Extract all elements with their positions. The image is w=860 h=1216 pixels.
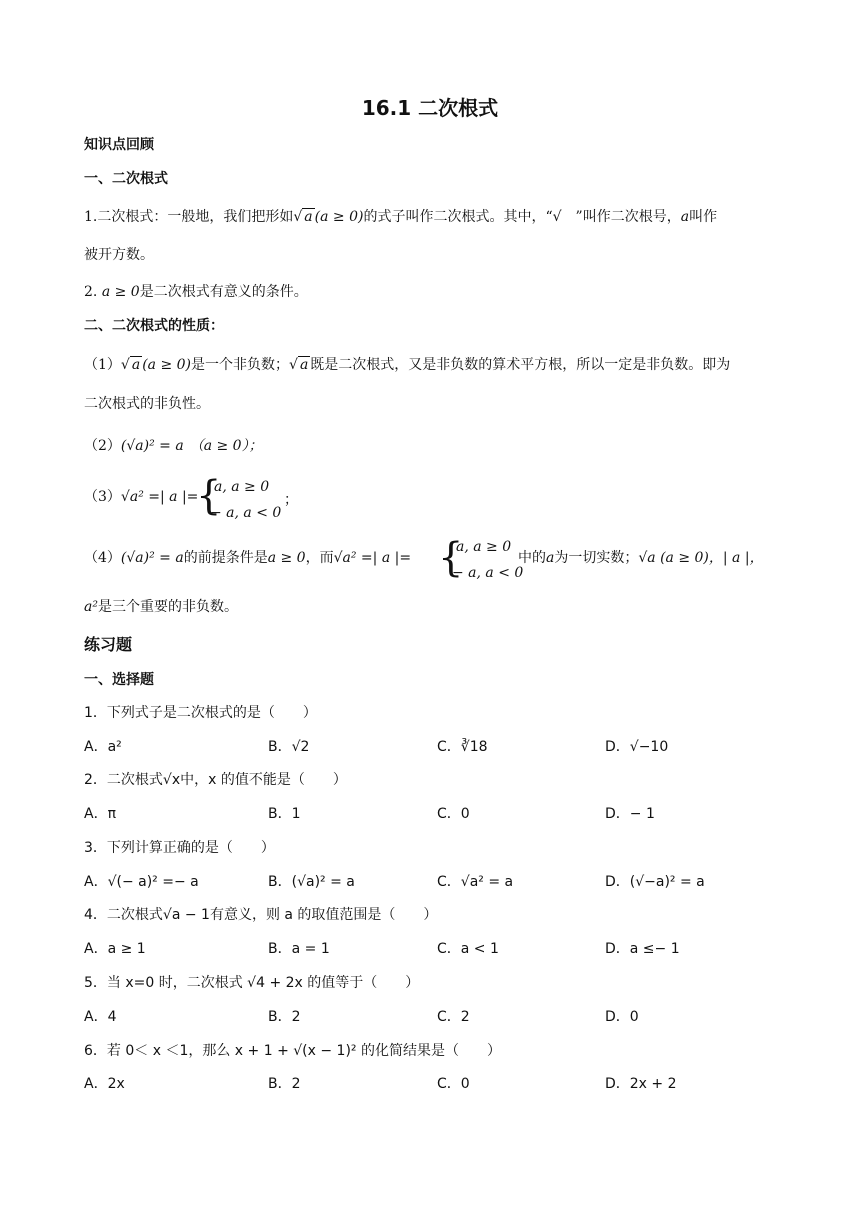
question-6-stem: 6．若 0＜ x ＜1，那么 x + 1 + √(x − 1)² 的化简结果是（ ） [84,1043,501,1059]
p4-case-1: a, a ≥ 0 [456,539,512,555]
condition-line [84,282,308,302]
section-practice-heading: 练习题 [84,635,133,654]
p4-avar: a [546,550,555,566]
p4-expr-1: √a (a ≥ 0) [638,550,709,566]
q2-option-b[interactable]: B．1 [268,806,301,822]
p4-line2-expr: a² [84,599,98,615]
p4-brace-icon: { [438,535,464,581]
p4-line2-text: 是三个重要的非负数。 [97,599,238,615]
definition-line: 1.二次根式：一般地，我们把形如√ a (a ≥ 0)的式子叫作二次根式。其中，“√ ”叫作二次根号，a叫作 [84,209,718,225]
def-text-c: ”叫作二次根号， [575,209,681,225]
question-4-stem: 4．二次根式√a − 1有意义，则 a 的取值范围是（ ） [84,907,438,923]
q3-option-b[interactable]: B．(√a)² = a [268,874,355,890]
p3-case-2: − a, a < 0 [210,505,282,521]
q1-option-a[interactable]: A．a² [84,739,122,755]
question-1-stem: 1．下列式子是二次根式的是（ ） [84,705,317,721]
definition-line-2: 被开方数。 [84,247,154,263]
property-2 [84,436,263,456]
q1-option-c[interactable]: C．∛18 [437,739,488,755]
question-2-stem: 2．二次根式√x中，x 的值不能是（ ） [84,772,347,788]
p4-mid: √a² =| a |= [333,550,412,566]
q3-option-a[interactable]: A．√(− a)² =− a [84,874,199,890]
p1-num: （1） [84,357,121,373]
radical-sign-icon: √ [552,209,576,225]
p1-cond: (a ≥ 0) [142,357,192,373]
heading-quadratic-radical: 一、二次根式 [84,171,168,187]
q5-option-c[interactable]: C．2 [437,1009,470,1025]
property-3 [84,487,198,507]
section-review-heading: 知识点回顾 [84,137,154,153]
p4-text-2: ，而 [305,550,334,566]
q1-option-b[interactable]: B．√2 [268,739,310,755]
question-3-stem: 3．下列计算正确的是（ ） [84,840,275,856]
p4-text-3: 中的 [518,550,546,566]
property-4 [84,548,411,568]
q1-option-d[interactable]: D．√−10 [605,739,669,755]
condition-expr: a ≥ 0 [101,284,140,300]
page-title: 16.1 二次根式 [361,96,499,120]
property-4-tail [518,548,764,568]
p4-text-1: 的前提条件是 [183,550,268,566]
q3-option-d[interactable]: D．(√−a)² = a [605,874,705,890]
question-5-stem: 5．当 x=0 时，二次根式 √4 + 2x 的值等于（ ） [84,975,420,991]
p4-expr-2: ，| a |， [708,550,764,566]
p3-num: （3） [84,489,121,505]
property-4-line-2 [84,597,238,617]
p4-cond: a ≥ 0 [267,550,306,566]
def-expr: a [304,209,313,225]
q4-option-a[interactable]: A．a ≥ 1 [84,941,146,957]
p3-end: ； [284,492,298,508]
q3-option-c[interactable]: C．√a² = a [437,874,514,890]
p4-formula: (√a)² = a [120,550,184,566]
def-text-a: 1.二次根式：一般地，我们把形如 [84,209,294,225]
q2-option-d[interactable]: D．− 1 [605,806,655,822]
p1-text-2: 既是二次根式，又是非负数的算术平方根，所以一定是非负数。即为 [310,357,731,373]
q5-option-a[interactable]: A．4 [84,1009,117,1025]
q6-option-d[interactable]: D．2x + 2 [605,1076,677,1092]
q4-option-b[interactable]: B．a = 1 [268,941,330,957]
q5-option-d[interactable]: D．0 [605,1009,639,1025]
q6-option-b[interactable]: B．2 [268,1076,301,1092]
q6-option-a[interactable]: A．2x [84,1076,125,1092]
def-text-b: 的式子叫作二次根式。其中，“ [363,209,553,225]
heading-choice: 一、选择题 [84,672,154,688]
def-avar: a [680,209,690,225]
q4-option-d[interactable]: D．a ≤− 1 [605,941,680,957]
p1-text-1: 是一个非负数； [191,357,290,373]
p3-formula: √a² =| a |= [120,489,199,505]
q2-option-a[interactable]: A．π [84,806,117,822]
p4-num: （4） [84,550,121,566]
heading-properties: 二、二次根式的性质： [84,318,224,334]
p4-text-4: 为一切实数； [554,550,639,566]
condition-text: 是二次根式有意义的条件。 [139,284,308,300]
q2-option-c[interactable]: C．0 [437,806,470,822]
property-1-line-2: 二次根式的非负性。 [84,396,210,412]
q6-option-c[interactable]: C．0 [437,1076,470,1092]
p2-num: （2） [84,438,121,454]
condition-prefix: 2. [84,284,102,300]
p2-cond: （a ≥ 0）； [189,438,263,454]
def-text-d: 叫作 [689,209,718,225]
p4-case-2: − a, a < 0 [452,565,524,581]
p3-case-1: a, a ≥ 0 [214,479,270,495]
q4-option-c[interactable]: C．a < 1 [437,941,499,957]
p2-formula: (√a)² = a [120,438,184,454]
q5-option-b[interactable]: B．2 [268,1009,301,1025]
p3-brace-icon: { [196,473,222,519]
property-1: （1）√ a (a ≥ 0)是一个非负数；√ a 既是二次根式，又是非负数的算术平方根，所以一定是非负数。即为 [84,357,731,373]
def-cond: (a ≥ 0) [314,209,364,225]
